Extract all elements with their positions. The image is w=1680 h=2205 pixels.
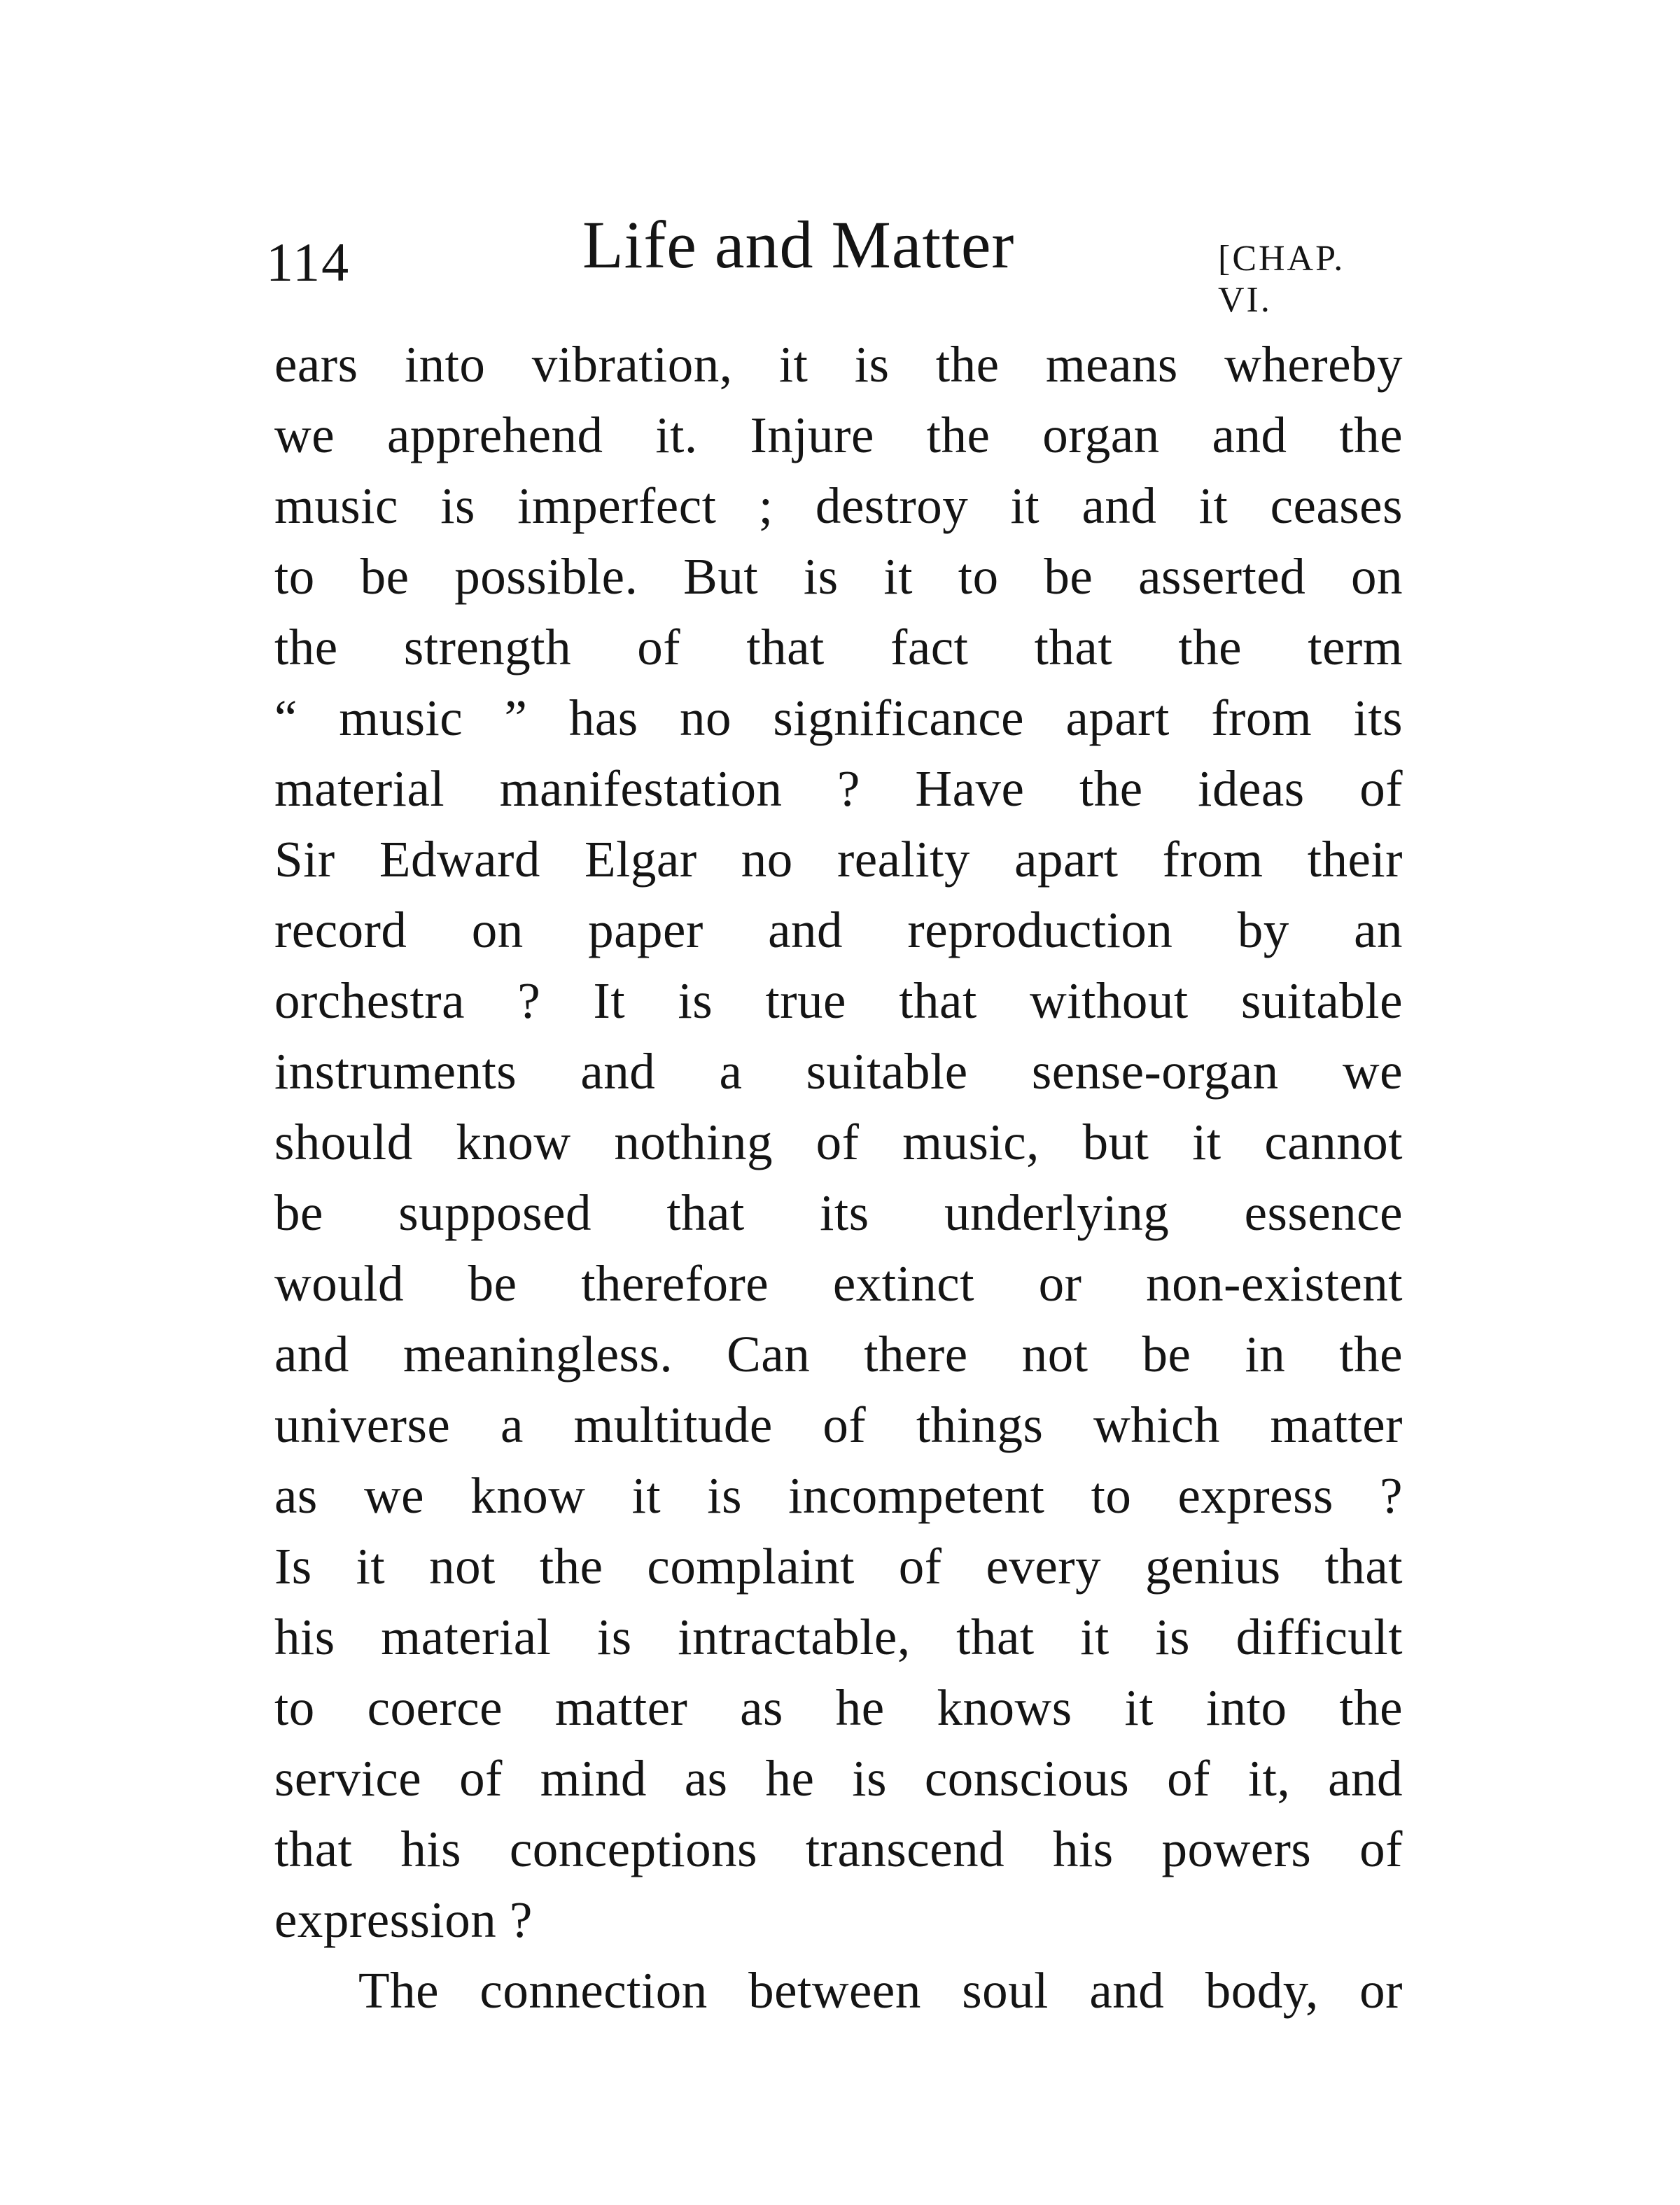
paragraph-end-line: expression ? <box>274 1891 533 1948</box>
text-line: the strength of that fact that the term <box>274 619 1403 676</box>
page-number: 114 <box>266 232 351 293</box>
text-line: would be therefore extinct or non-existent <box>274 1255 1403 1312</box>
text-line: service of mind as he is conscious of it, and <box>274 1750 1403 1807</box>
text-line: instruments and a suitable sense-organ we <box>274 1043 1403 1100</box>
text-line: ears into vibration, it is the means whereby <box>274 336 1403 393</box>
text-line: Sir Edward Elgar no reality apart from their <box>274 831 1403 888</box>
text-line: to be possible. But is it to be asserted on <box>274 548 1403 605</box>
body-text <box>274 329 1403 2026</box>
text-line: orchestra ? It is true that without suitable <box>274 972 1403 1029</box>
paragraph-start-line: The connection between soul and body, or <box>358 1962 1403 2019</box>
text-line: material manifestation ? Have the ideas of <box>274 760 1403 817</box>
text-line: “ music ” has no significance apart from its <box>274 690 1403 746</box>
text-line: be supposed that its underlying essence <box>274 1184 1403 1241</box>
chapter-reference: [CHAP. VI. <box>1218 239 1345 320</box>
text-line: should know nothing of music, but it cannot <box>274 1114 1403 1170</box>
text-line: we apprehend it. Injure the organ and the <box>274 407 1403 463</box>
text-line: to coerce matter as he knows it into the <box>274 1679 1403 1736</box>
text-line: as we know it is incompetent to express ? <box>274 1467 1403 1524</box>
text-line: his material is intractable, that it is difficult <box>274 1609 1403 1665</box>
text-line: that his conceptions transcend his powers of <box>274 1821 1403 1877</box>
text-line: music is imperfect ; destroy it and it ceases <box>274 477 1403 534</box>
running-title: Life and Matter <box>582 207 1015 282</box>
text-line: Is it not the complaint of every genius that <box>274 1538 1403 1595</box>
running-head <box>266 203 1400 320</box>
text-line: record on paper and reproduction by an <box>274 902 1403 958</box>
text-line: and meaningless. Can there not be in the <box>274 1326 1403 1382</box>
text-line: universe a multitude of things which matter <box>274 1396 1403 1453</box>
